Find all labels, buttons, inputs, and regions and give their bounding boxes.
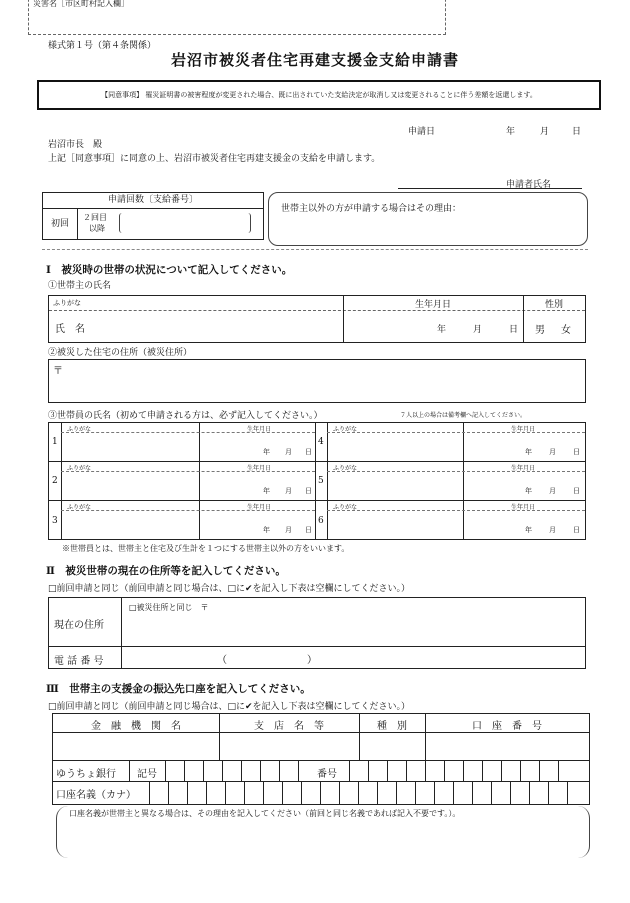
dob-label: 生年月日 [414,300,451,310]
yucho-label: ゆうちょ銀行 [56,769,116,780]
account-holder-label: 口座名義（カナ） [56,790,136,801]
payment-number-field[interactable] [119,213,251,233]
householder-table: ふりがな 生年月日 性別 氏 名 年 月 日 男 女 [48,295,586,343]
householder-subheading: ①世帯主の氏名 [48,281,112,291]
account-type-field[interactable] [361,734,423,758]
applicant-name-label: 申請者氏名 [506,180,552,190]
account-type-header: 種 別 [377,721,407,732]
postal-mark: 〒 [53,366,63,377]
member-number: 4 [318,437,324,447]
form-number: 様式第１号（第４条関係） [48,41,157,51]
member-number: 5 [318,476,324,486]
name-label: 氏 名 [55,324,85,335]
members-footnote: ※世帯員とは、世帯主と住宅及び生計を１つにする世帯主以外の方をいいます。 [62,544,350,553]
section1-heading: Ⅰ 被災時の世帯の状況について記入してください。 [46,264,293,276]
application-count-header: 申請回数〔支給番号〕 [43,193,263,209]
bank-name-field[interactable] [55,734,217,758]
bank-table [52,713,590,805]
consent-box [37,80,601,110]
gender-male-option[interactable]: 男 [535,325,545,336]
kigo-label: 記号 [137,769,157,780]
furigana-label: ふりがな [53,299,81,307]
gender-female-option[interactable]: 女 [561,325,571,336]
section3-heading: Ⅲ 世帯主の支援金の振込先口座を記入してください。 [46,683,311,695]
current-address-label: 現在の住所 [54,620,104,631]
holder-reason-box[interactable] [56,806,590,858]
addressee: 岩沼市長 殿 [48,140,103,150]
member-number: 6 [318,516,324,526]
bank-name-header: 金 融 機 関 名 [91,721,181,732]
disaster-name-box[interactable] [28,0,446,35]
disaster-address-field[interactable] [48,359,586,403]
page-title: 岩沼市被災者住宅再建支援金支給申請書 [170,51,459,69]
section2-same-checkbox[interactable]: □前回申請と同じ（前回申請と同じ場合は、□に✔を記入し下表は空欄にしてください。） [48,584,411,594]
current-address-table [48,597,586,669]
disaster-address-subheading: ②被災した住宅の住所（被災住所） [48,348,193,358]
application-date-label: 申請日 [408,127,436,137]
section3-same-checkbox[interactable]: □前回申請と同じ（前回申請と同じ場合は、□に✔を記入し下表は空欄にしてください。） [48,702,411,712]
application-count-box [42,192,264,240]
account-number-field[interactable] [427,734,587,758]
member-number: 1 [52,437,58,447]
first-time-option[interactable]: 初回 [43,209,78,239]
member-number: 2 [52,476,58,486]
consent-text: 【同意事項】 罹災証明書の被害程度が変更された場合、既に出されていた支給決定が取消し又は変更されることに伴う差額を返還します。 [101,91,537,99]
member-number: 3 [52,516,58,526]
divider [42,249,588,250]
account-number-header: 口 座 番 号 [472,721,542,732]
gender-label: 性別 [544,300,563,310]
bango-label: 番号 [317,769,337,780]
date-line: 申請日 年 月 日 [408,127,582,137]
applicant-name-line[interactable] [398,188,582,189]
second-time-option[interactable]: ２回目 以降 [83,213,107,233]
same-as-disaster-checkbox[interactable]: □被災住所と同じ 〒 [129,603,209,612]
branch-field[interactable] [221,734,357,758]
section2-heading: Ⅱ 被災世帯の現在の住所等を記入してください。 [46,565,286,577]
householder-name-field[interactable] [119,312,339,340]
phone-label: 電 話 番 号 [54,656,104,667]
statement: 上記［同意事項］に同意の上、岩沼市被災者住宅再建支援金の支給を申請します。 [48,154,381,164]
branch-header: 支 店 名 等 [254,721,324,732]
reason-label: 世帯主以外の方が申請する場合はその理由： [281,204,462,214]
current-address-field[interactable] [125,614,581,644]
reason-box[interactable] [268,192,588,246]
members-table: 1 4 2 5 3 6 ふりがな 生年月日 ふりがな 生年月日 ふりがな 生年月日 ふりがな 生年月日 ふりがな 生年月日 ふりがな 生年月日 年 月 日 年 月 日 年 月 日 年 月 日 年 月 日 年 月 日 [48,422,586,540]
members-subheading: ③世帯員の氏名（初めて申請される方は、必ず記入してください。） [48,411,323,421]
phone-field[interactable]: （ ） [217,655,317,666]
members-note: ７人以上の場合は備考欄へ記入してください。 [400,412,527,419]
holder-reason-label: 口座名義が世帯主と異なる場合は、その理由を記入してください（前回と同じ名義であれば記入不要です。）。 [69,809,461,818]
disaster-name-label: 災害名［市区町村記入欄］ [33,0,129,8]
